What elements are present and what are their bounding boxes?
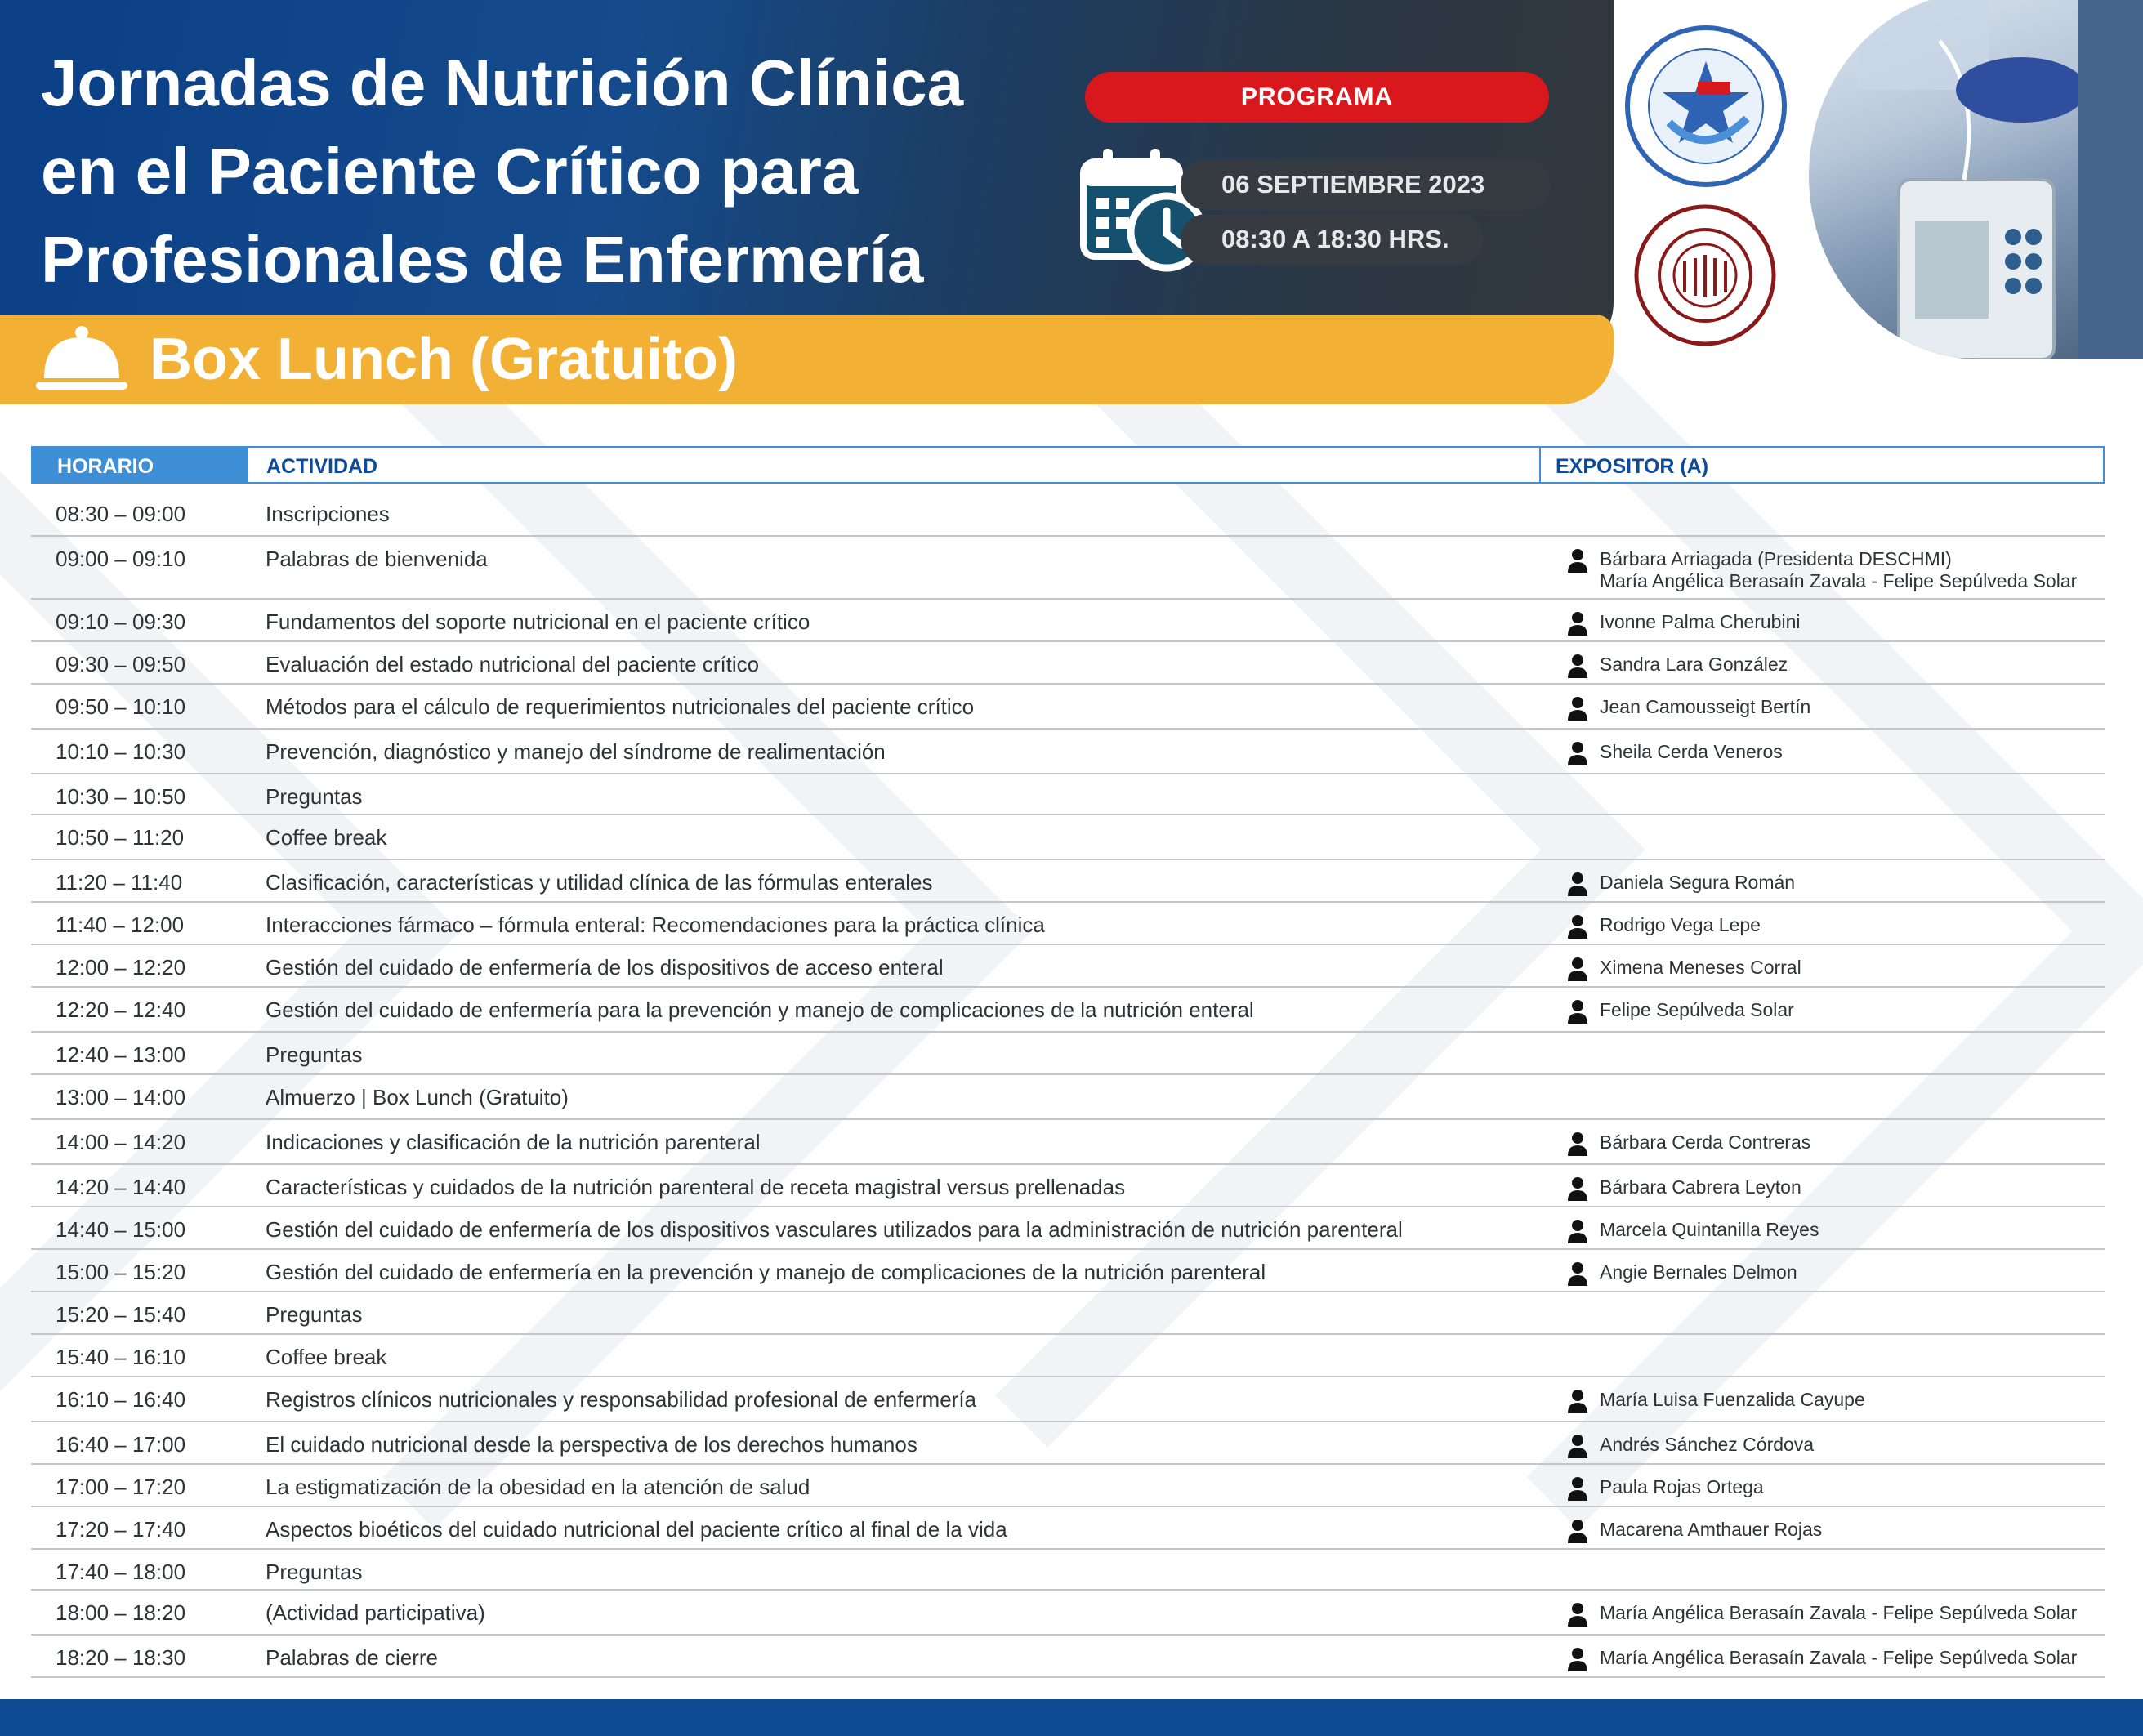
- row-activity: Fundamentos del soporte nutricional en el paciente crítico: [266, 609, 810, 634]
- row-time: 17:20 – 17:40: [56, 1517, 186, 1542]
- row-activity: Evaluación del estado nutricional del paciente crítico: [266, 652, 760, 676]
- row-speaker: [1567, 696, 1810, 718]
- row-activity: Preguntas: [266, 784, 363, 809]
- person-icon: [1567, 957, 1588, 981]
- row-time: 17:40 – 18:00: [56, 1560, 186, 1584]
- row-activity: Coffee break: [266, 1345, 387, 1369]
- row-speaker: [1567, 1647, 2077, 1669]
- table-row: [31, 1250, 2105, 1292]
- table-row: [31, 988, 2105, 1033]
- row-time: 14:20 – 14:40: [56, 1175, 186, 1199]
- row-activity: Clasificación, características y utilidad clínica de las fórmulas enterales: [266, 870, 933, 895]
- person-icon: [1567, 741, 1588, 765]
- person-icon: [1567, 999, 1588, 1024]
- table-row: [31, 903, 2105, 945]
- person-icon: [1567, 872, 1588, 896]
- row-activity: Gestión del cuidado de enfermería para la prevención y manejo de complicaciones de la nutrición enteral: [266, 997, 1254, 1022]
- table-row: [31, 1075, 2105, 1120]
- speaker-name: Sandra Lara González: [1600, 654, 1788, 675]
- row-speaker: [1567, 1389, 1865, 1411]
- person-icon: [1567, 1389, 1588, 1413]
- row-time: 10:50 – 11:20: [56, 825, 185, 850]
- table-row: [31, 1591, 2105, 1636]
- programa-badge: PROGRAMA: [1085, 72, 1549, 123]
- row-activity: Características y cuidados de la nutrición parenteral de receta magistral versus prellenadas: [266, 1175, 1126, 1199]
- table-row: [31, 1636, 2105, 1678]
- row-activity: (Actividad participativa): [266, 1600, 485, 1625]
- row-activity: Gestión del cuidado de enfermería en la prevención y manejo de complicaciones de la nutrición parenteral: [266, 1260, 1266, 1284]
- cloche-icon: [36, 324, 127, 393]
- person-icon: [1567, 1434, 1588, 1458]
- row-time: 14:00 – 14:20: [56, 1130, 186, 1154]
- person-icon: [1567, 611, 1588, 636]
- title-line: Profesionales de Enfermería: [41, 223, 924, 296]
- row-speaker: [1567, 1131, 1810, 1154]
- row-time: 16:40 – 17:00: [56, 1432, 186, 1457]
- table-row: [31, 1033, 2105, 1075]
- row-activity: Preguntas: [266, 1042, 363, 1067]
- table-row: [31, 1335, 2105, 1377]
- table-row: [31, 685, 2105, 730]
- speaker-name: Paula Rojas Ortega: [1600, 1476, 1764, 1497]
- row-speaker: [1567, 548, 2077, 592]
- table-row: [31, 600, 2105, 642]
- row-activity: Aspectos bioéticos del cuidado nutricional del paciente crítico al final de la vida: [266, 1517, 1007, 1542]
- event-date: 06 SEPTIEMBRE 2023: [1181, 159, 1551, 210]
- row-time: 17:00 – 17:20: [56, 1475, 186, 1499]
- table-row: [31, 860, 2105, 903]
- row-speaker: [1567, 741, 1783, 763]
- person-icon: [1567, 1131, 1588, 1156]
- row-activity: Almuerzo | Box Lunch (Gratuito): [266, 1085, 569, 1109]
- table-row: [31, 1465, 2105, 1507]
- row-time: 18:20 – 18:30: [56, 1645, 186, 1670]
- row-activity: Indicaciones y clasificación de la nutrición parenteral: [266, 1130, 761, 1154]
- table-row: [31, 1165, 2105, 1207]
- person-icon: [1567, 654, 1588, 678]
- iv-pump-photo: [1809, 0, 2143, 359]
- row-time: 09:00 – 09:10: [56, 547, 186, 571]
- footer-bar: [0, 1699, 2143, 1736]
- speaker-name: María Angélica Berasaín Zavala - Felipe Sepúlveda Solar: [1600, 1602, 2078, 1623]
- row-speaker: [1567, 872, 1795, 894]
- person-icon: [1567, 548, 1588, 573]
- row-activity: Preguntas: [266, 1302, 363, 1327]
- page-title: [41, 39, 1062, 304]
- header-banner: [0, 0, 1614, 359]
- row-speaker: [1567, 999, 1794, 1021]
- table-row: [31, 1292, 2105, 1335]
- row-activity: Coffee break: [266, 825, 387, 850]
- table-row: [31, 642, 2105, 685]
- speaker-name: Macarena Amthauer Rojas: [1600, 1519, 1823, 1540]
- row-speaker: [1567, 1176, 1801, 1198]
- table-row: [31, 730, 2105, 774]
- row-speaker: [1567, 1219, 1819, 1241]
- speaker-name: Daniela Segura Román: [1600, 872, 1796, 893]
- row-time: 12:00 – 12:20: [56, 955, 186, 980]
- row-time: 10:30 – 10:50: [56, 784, 186, 809]
- row-speaker: [1567, 1434, 1814, 1456]
- table-row: [31, 1422, 2105, 1465]
- schedule-table-body: [31, 492, 2105, 1678]
- row-speaker: [1567, 1476, 1764, 1498]
- speaker-name: Marcela Quintanilla Reyes: [1600, 1219, 1819, 1240]
- row-activity: El cuidado nutricional desde la perspectiva de los derechos humanos: [266, 1432, 917, 1457]
- row-time: 18:00 – 18:20: [56, 1600, 186, 1625]
- row-time: 13:00 – 14:00: [56, 1085, 186, 1109]
- speaker-name: María Angélica Berasaín Zavala - Felipe Sepúlveda Solar: [1600, 570, 2078, 591]
- speaker-name: Ivonne Palma Cherubini: [1600, 611, 1801, 632]
- speaker-name: María Luisa Fuenzalida Cayupe: [1600, 1389, 1865, 1410]
- speaker-name: Bárbara Cabrera Leyton: [1600, 1176, 1801, 1198]
- schedule-table-header: [31, 446, 2105, 484]
- title-line: en el Paciente Crítico para: [41, 135, 859, 208]
- speaker-name: Ximena Meneses Corral: [1600, 957, 1801, 978]
- title-line: Jornadas de Nutrición Clínica: [41, 47, 964, 119]
- row-time: 12:40 – 13:00: [56, 1042, 186, 1067]
- row-time: 11:20 – 11:40: [56, 870, 183, 895]
- person-icon: [1567, 1519, 1588, 1543]
- person-icon: [1567, 696, 1588, 721]
- speaker-name: Bárbara Arriagada (Presidenta DESCHMI): [1600, 548, 1952, 569]
- table-row: [31, 815, 2105, 860]
- division-enfermeria-logo: [1624, 25, 1788, 188]
- row-speaker: [1567, 611, 1800, 633]
- row-activity: La estigmatización de la obesidad en la atención de salud: [266, 1475, 810, 1499]
- person-icon: [1567, 1476, 1588, 1501]
- table-row: [31, 492, 2105, 537]
- column-header-speaker: EXPOSITOR (A): [1539, 448, 2103, 482]
- column-header-time: HORARIO: [33, 448, 247, 482]
- row-speaker: [1567, 957, 1801, 979]
- row-activity: Inscripciones: [266, 502, 390, 526]
- row-speaker: [1567, 1519, 1822, 1541]
- row-activity: Métodos para el cálculo de requerimientos nutricionales del paciente crítico: [266, 694, 975, 719]
- row-activity: Palabras de bienvenida: [266, 547, 488, 571]
- table-row: [31, 1377, 2105, 1422]
- row-time: 10:10 – 10:30: [56, 739, 186, 764]
- row-activity: Gestión del cuidado de enfermería de los dispositivos vasculares utilizados para la administración de nutrición parenteral: [266, 1217, 1403, 1242]
- sociedad-chilena-medicina-intensiva-logo: [1634, 204, 1777, 347]
- column-header-activity: ACTIVIDAD: [247, 448, 1539, 482]
- person-icon: [1567, 1602, 1588, 1627]
- person-icon: [1567, 1261, 1588, 1286]
- table-row: [31, 1550, 2105, 1591]
- row-activity: Registros clínicos nutricionales y responsabilidad profesional de enfermería: [266, 1387, 977, 1412]
- speaker-name: Angie Bernales Delmon: [1600, 1261, 1797, 1283]
- row-time: 15:20 – 15:40: [56, 1302, 186, 1327]
- row-time: 09:30 – 09:50: [56, 652, 186, 676]
- row-time: 11:40 – 12:00: [56, 913, 185, 937]
- speaker-name: Felipe Sepúlveda Solar: [1600, 999, 1794, 1020]
- table-row: [31, 774, 2105, 815]
- row-speaker: [1567, 1602, 2077, 1624]
- box-lunch-banner: [0, 315, 1614, 404]
- row-time: 09:50 – 10:10: [56, 694, 186, 719]
- speaker-name: Andrés Sánchez Córdova: [1600, 1434, 1815, 1455]
- row-time: 15:40 – 16:10: [56, 1345, 186, 1369]
- box-lunch-label: Box Lunch (Gratuito): [150, 327, 738, 392]
- row-activity: Preguntas: [266, 1560, 363, 1584]
- table-row: [31, 1120, 2105, 1165]
- row-speaker: [1567, 1261, 1797, 1283]
- table-row: [31, 537, 2105, 600]
- row-time: 12:20 – 12:40: [56, 997, 186, 1022]
- table-row: [31, 1507, 2105, 1550]
- row-time: 09:10 – 09:30: [56, 609, 186, 634]
- table-row: [31, 945, 2105, 988]
- row-activity: Prevención, diagnóstico y manejo del síndrome de realimentación: [266, 739, 886, 764]
- row-speaker: [1567, 914, 1761, 936]
- person-icon: [1567, 1176, 1588, 1201]
- row-activity: Palabras de cierre: [266, 1645, 438, 1670]
- table-row: [31, 1207, 2105, 1250]
- row-time: 16:10 – 16:40: [56, 1387, 186, 1412]
- row-time: 14:40 – 15:00: [56, 1217, 186, 1242]
- row-speaker: [1567, 654, 1788, 676]
- row-time: 08:30 – 09:00: [56, 502, 186, 526]
- person-icon: [1567, 914, 1588, 939]
- event-time: 08:30 A 18:30 HRS.: [1181, 214, 1483, 265]
- speaker-name: Rodrigo Vega Lepe: [1600, 914, 1761, 935]
- row-activity: Interacciones fármaco – fórmula enteral: Recomendaciones para la práctica clínica: [266, 913, 1045, 937]
- row-time: 15:00 – 15:20: [56, 1260, 186, 1284]
- speaker-name: Jean Camousseigt Bertín: [1600, 696, 1811, 717]
- person-icon: [1567, 1647, 1588, 1671]
- speaker-name: Bárbara Cerda Contreras: [1600, 1131, 1811, 1153]
- row-activity: Gestión del cuidado de enfermería de los dispositivos de acceso enteral: [266, 955, 944, 980]
- person-icon: [1567, 1219, 1588, 1243]
- speaker-name: Sheila Cerda Veneros: [1600, 741, 1783, 762]
- speaker-name: María Angélica Berasaín Zavala - Felipe Sepúlveda Solar: [1600, 1647, 2078, 1668]
